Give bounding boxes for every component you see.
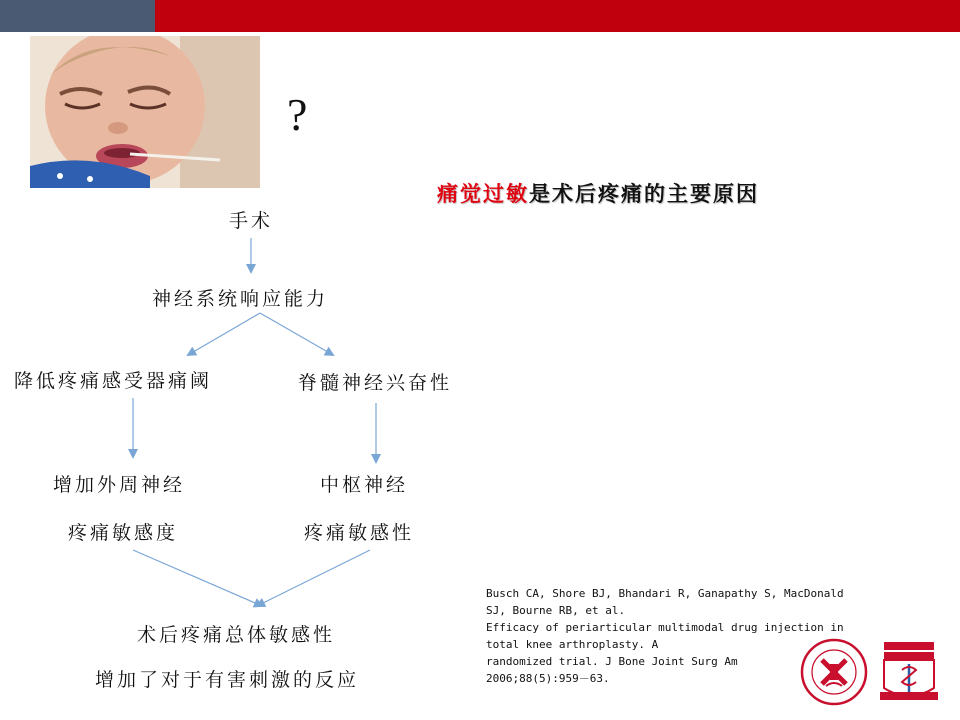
hospital-seal-logo [800, 638, 868, 706]
citation-line: total knee arthroplasty. A [486, 638, 659, 651]
node-central-line1: 中枢神经 [320, 474, 409, 496]
headline-rest: 是术后疼痛的主要原因 [529, 182, 759, 206]
headline-highlight: 痛觉过敏 [437, 182, 529, 206]
department-emblem-logo [878, 640, 940, 706]
citation-line: Efficacy of periarticular multimodal drug injection in [486, 621, 844, 634]
node-total-line2: 增加了对于有害刺激的反应 [95, 669, 360, 691]
node-spinal-excitability: 脊髓神经兴奋性 [298, 372, 453, 394]
citation-line: Busch CA, Shore BJ, Bhandari R, Ganapathy S, MacDonald [486, 587, 844, 600]
citation-line: randomized trial. J Bone Joint Surg Am [486, 655, 738, 668]
node-surgery: 手术 [229, 210, 274, 232]
node-total-line1: 术后疼痛总体敏感性 [137, 624, 336, 646]
node-peripheral-line2: 疼痛敏感度 [68, 522, 179, 544]
arrow-peripheral-to-total [133, 550, 262, 606]
citation-line: 2006;88(5):959－63. [486, 672, 610, 685]
node-central-line2: 疼痛敏感性 [304, 522, 415, 544]
arrow-response-to-spinal [260, 313, 333, 355]
arrow-central-to-total [257, 550, 370, 606]
arrow-response-to-threshold [188, 313, 260, 355]
node-nervous-response: 神经系统响应能力 [152, 288, 329, 310]
citation-line: SJ, Bourne RB, et al. [486, 604, 626, 617]
node-lower-threshold: 降低疼痛感受器痛阈 [14, 370, 213, 392]
node-peripheral-line1: 增加外周神经 [53, 474, 186, 496]
question-mark: ? [287, 89, 308, 140]
